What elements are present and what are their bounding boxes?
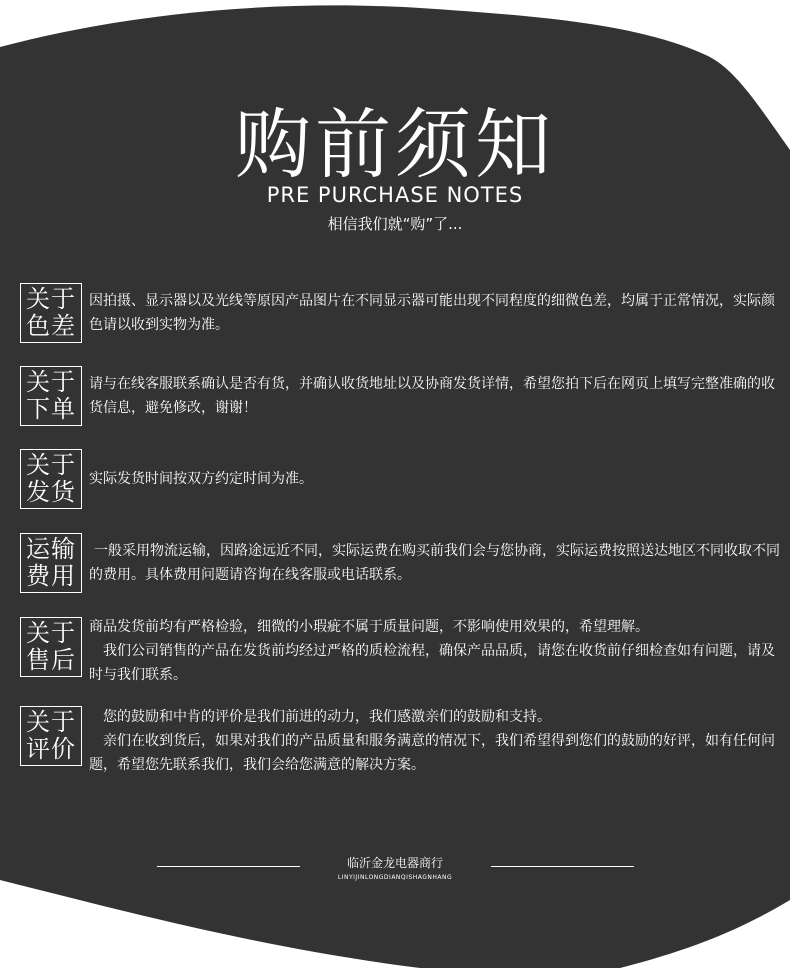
section-paragraph: 您的鼓励和中肯的评价是我们前进的动力，我们感激亲们的鼓励和支持。: [103, 709, 551, 725]
badge-line-1: 运输: [26, 535, 76, 563]
page-title: 购前须知: [235, 100, 555, 189]
badge-line-2: 发货: [26, 478, 76, 506]
section-text: [89, 615, 780, 687]
section-badge: [20, 706, 82, 766]
badge-line-2: 色差: [26, 312, 76, 340]
section-badge: [20, 449, 82, 509]
badge-line-1: 关于: [26, 708, 76, 736]
badge-line-1: 关于: [26, 285, 76, 313]
page-subtitle: PRE PURCHASE NOTES: [266, 183, 524, 207]
section-badge: [20, 617, 82, 677]
section-text: [89, 289, 780, 337]
section-text: [89, 539, 780, 587]
section-paragraph: 实际发货时间按双方约定时间为准。: [89, 471, 313, 487]
badge-line-1: 关于: [26, 368, 76, 396]
section-paragraph: 我们公司销售的产品在发货前均经过严格的质检流程，确保产品品质，请您在收货前仔细检查如有问题，请及时与我们联系。: [89, 643, 775, 683]
section-text: [89, 705, 780, 777]
tagline: 相信我们就“购”了...: [327, 215, 463, 233]
badge-line-1: 关于: [26, 619, 76, 647]
section-text: [89, 372, 780, 420]
badge-line-2: 费用: [26, 562, 76, 590]
section-badge: [20, 283, 82, 343]
section-paragraph: 商品发货前均有严格检验，细微的小瑕疵不属于质量问题，不影响使用效果的，希望理解。: [89, 619, 649, 635]
badge-line-2: 售后: [26, 646, 76, 674]
section-paragraph: 亲们在收到货后，如果对我们的产品质量和服务满意的情况下，我们希望得到您们的鼓励的好评，如有任何问题，希望您先联系我们，我们会给您满意的解决方案。: [89, 733, 775, 773]
badge-line-1: 关于: [26, 451, 76, 479]
footer-company-pinyin: LINYIJINLONGDIANQISHAGNHANG: [337, 874, 453, 881]
section-paragraph: 请与在线客服联系确认是否有货，并确认收货地址以及协商发货详情，希望您拍下后在网页上填写完整准确的收货信息，避免修改，谢谢！: [89, 376, 775, 416]
section-paragraph: 一般采用物流运输，因路途远近不同，实际运费在购买前我们会与您协商，实际运费按照送达地区不同收取不同的费用。具体费用问题请咨询在线客服或电话联系。: [89, 543, 780, 583]
footer-company-name: 临沂金龙电器商行: [346, 856, 443, 870]
badge-line-2: 评价: [26, 735, 76, 763]
section-badge: [20, 533, 82, 593]
section-badge: [20, 366, 82, 426]
badge-line-2: 下单: [26, 395, 76, 423]
section-text: [89, 467, 780, 491]
section-paragraph: 因拍摄、显示器以及光线等原因产品图片在不同显示器可能出现不同程度的细微色差，均属于正常情况，实际颜色请以收到实物为准。: [89, 293, 775, 333]
